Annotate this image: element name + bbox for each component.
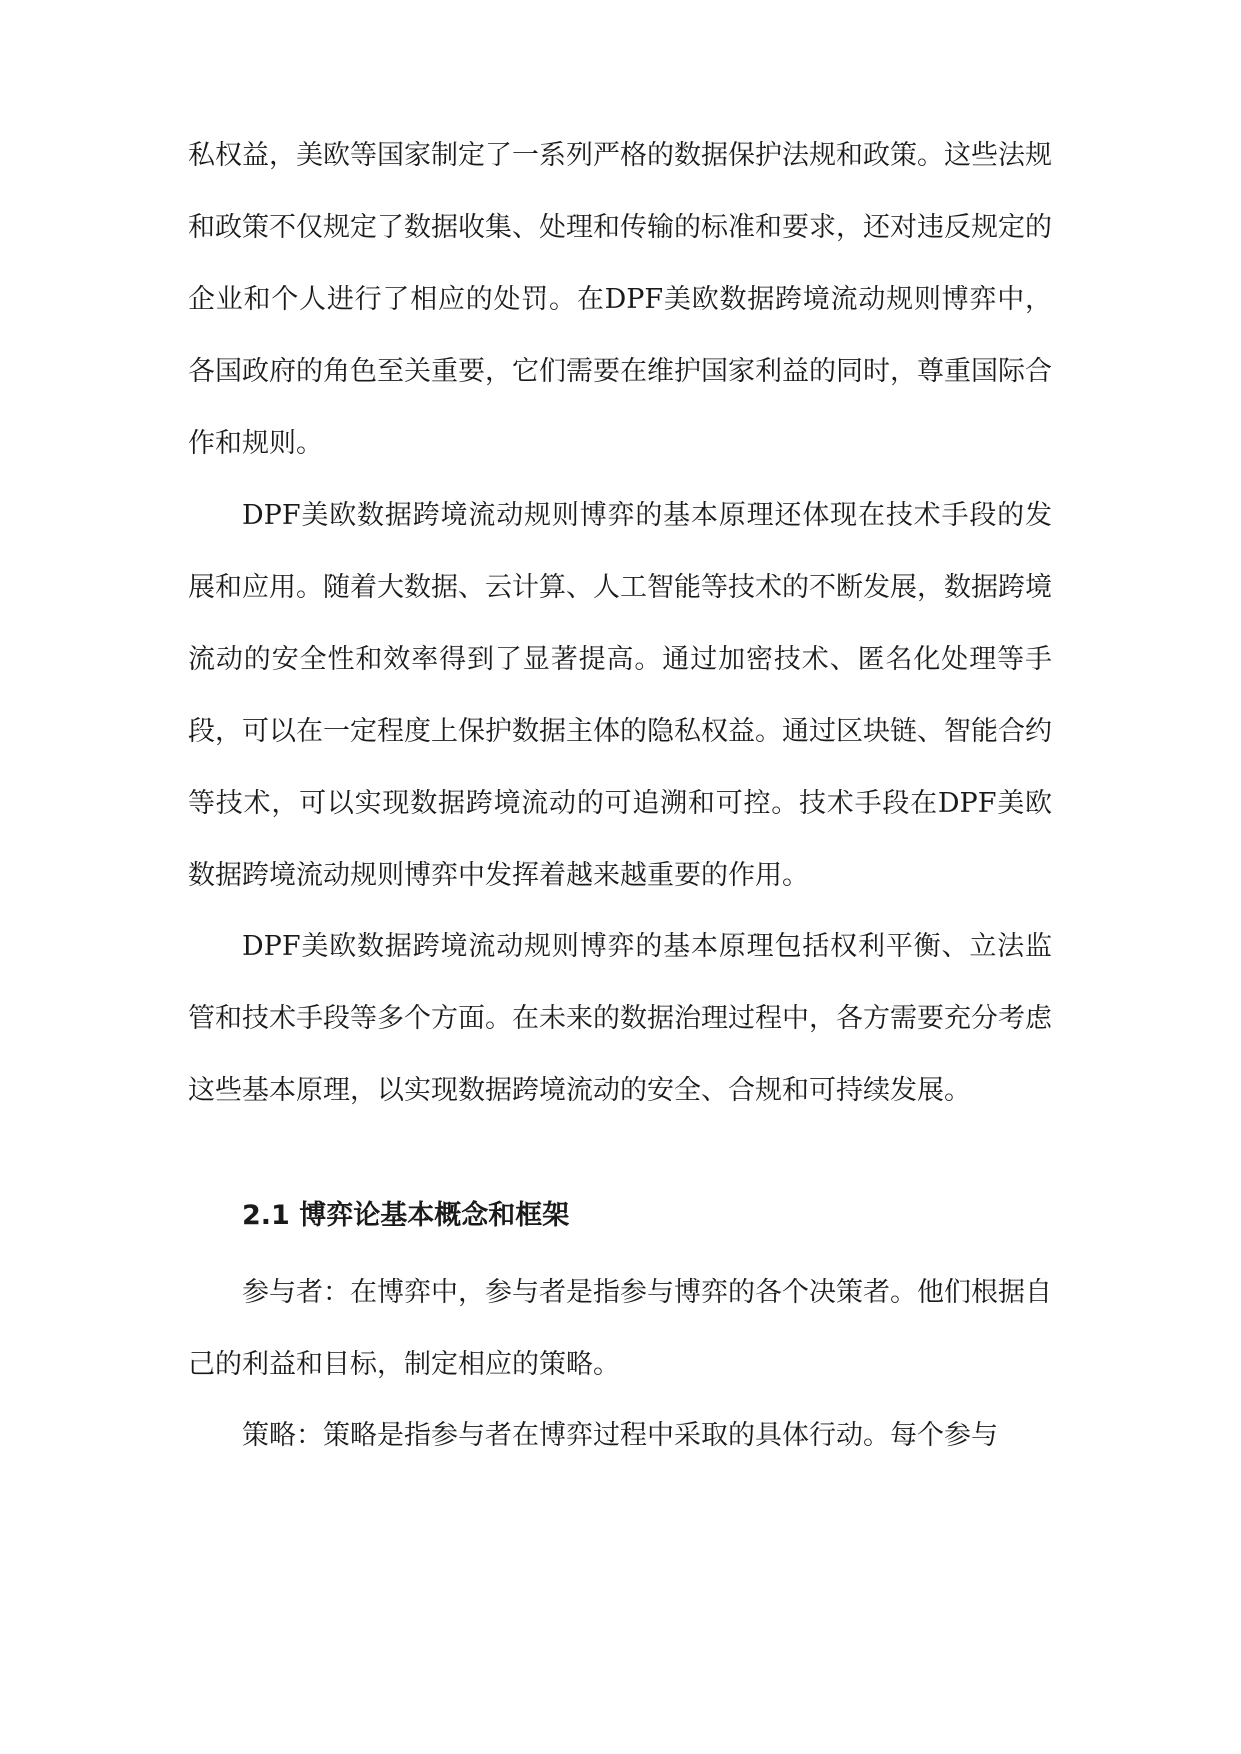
paragraph-participants: 参与者：在博弈中，参与者是指参与博弈的各个决策者。他们根据自己的利益和目标，制定相应的策略。 bbox=[188, 1277, 1052, 1380]
paragraph-summary: DPF美欧数据跨境流动规则博弈的基本原理包括权利平衡、立法监管和技术手段等多个方面。在未来的数据治理过程中，各方需要充分考虑这些基本原理，以实现数据跨境流动的安全、合规和可持续发展。 bbox=[188, 931, 1052, 1106]
paragraph-continued: 私权益，美欧等国家制定了一系列严格的数据保护法规和政策。这些法规和政策不仅规定了数据收集、处理和传输的标准和要求，还对违反规定的企业和个人进行了相应的处罚。在DPF美欧数据跨境流动规则博弈中，各国政府的角色至关重要，它们需要在维护国家利益的同时，尊重国际合作和规则。 bbox=[188, 140, 1052, 459]
section-heading: 2.1 博弈论基本概念和框架 bbox=[242, 1200, 570, 1231]
paragraph-strategy: 策略：策略是指参与者在博弈过程中采取的具体行动。每个参与 bbox=[242, 1420, 998, 1451]
paragraph-technology: DPF美欧数据跨境流动规则博弈的基本原理还体现在技术手段的发展和应用。随着大数据、云计算、人工智能等技术的不断发展，数据跨境流动的安全性和效率得到了显著提高。通过加密技术、匿名化处理等手段，可以在一定程度上保护数据主体的隐私权益。通过区块链、智能合约等技术，可以实现数据跨境流动的可追溯和可控。技术手段在DPF美欧数据跨境流动规则博弈中发挥着越来越重要的作用。 bbox=[188, 500, 1052, 891]
